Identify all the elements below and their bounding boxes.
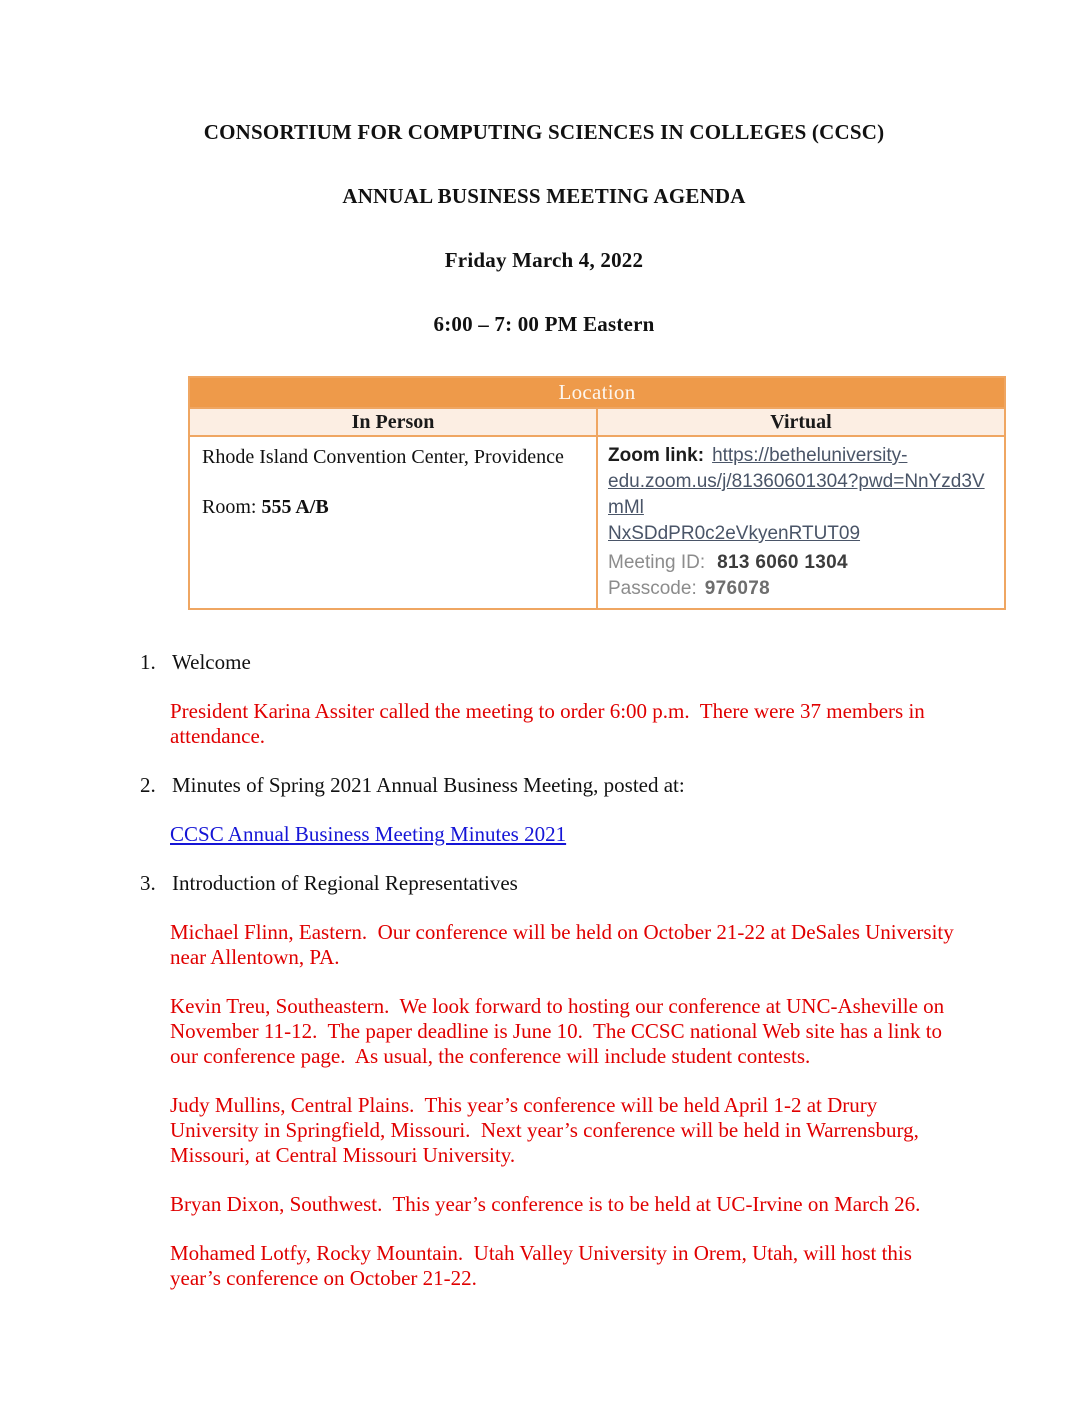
location-table-title: Location bbox=[189, 377, 1005, 408]
meeting-id-label: Meeting ID: bbox=[608, 552, 706, 573]
in-person-cell bbox=[189, 436, 597, 609]
agenda-item-minutes bbox=[140, 773, 980, 847]
passcode-value: 976078 bbox=[704, 578, 770, 599]
agenda-list bbox=[140, 650, 980, 1291]
agenda-item-welcome bbox=[140, 650, 980, 749]
room-line bbox=[202, 495, 584, 519]
rep-note-central-plains: Judy Mullins, Central Plains. This year’s conference will be held April 1-2 at Drury University in Springfield, Missouri. Next year’s conference will be held in Warrensburg, Missouri, at Central Missouri University. bbox=[170, 1093, 925, 1167]
zoom-link-line bbox=[608, 443, 994, 547]
document-title: CONSORTIUM FOR COMPUTING SCIENCES IN COLLEGES (CCSC) bbox=[203, 120, 885, 144]
virtual-cell bbox=[597, 436, 1005, 609]
meeting-subtitle: ANNUAL BUSINESS MEETING AGENDA bbox=[342, 184, 746, 208]
minutes-link[interactable]: CCSC Annual Business Meeting Minutes 2021 bbox=[170, 822, 567, 846]
item-number: 1. bbox=[140, 650, 156, 674]
location-table bbox=[188, 376, 1006, 610]
item-title: Minutes of Spring 2021 Annual Business Meeting, posted at: bbox=[172, 773, 685, 797]
column-header-in-person: In Person bbox=[189, 408, 597, 436]
rep-note-eastern: Michael Flinn, Eastern. Our conference will be held on October 21-22 at DeSales University near Allentown, PA. bbox=[170, 920, 960, 969]
item-title: Welcome bbox=[172, 650, 251, 674]
rep-note-southeastern: Kevin Treu, Southeastern. We look forward to hosting our conference at UNC-Asheville on November 11-12. The paper deadline is June 10. The CCSC national Web site has a link to our conference page. As usual, the conference will include student contests. bbox=[170, 994, 950, 1068]
passcode-row bbox=[608, 576, 994, 602]
meeting-id-value: 813 6060 1304 bbox=[717, 552, 848, 573]
zoom-link[interactable]: https://betheluniversity- edu.zoom.us/j/81360601304?pwd=NnYzd3VmMl NxSDdPR0c2eVkyenRTUT09 bbox=[608, 445, 985, 544]
item-number: 2. bbox=[140, 773, 156, 797]
room-label: Room: bbox=[202, 496, 262, 518]
meeting-id-row bbox=[608, 550, 994, 576]
room-value: 555 A/B bbox=[261, 496, 329, 518]
rep-note-rocky-mountain: Mohamed Lotfy, Rocky Mountain. Utah Valley University in Orem, Utah, will host this year’s conference on October 21-22. bbox=[170, 1241, 918, 1290]
venue-text: Rhode Island Convention Center, Providence bbox=[202, 446, 564, 468]
meeting-date: Friday March 4, 2022 bbox=[444, 248, 644, 272]
agenda-item-representatives bbox=[140, 871, 980, 1291]
welcome-note: President Karina Assiter called the meeting to order 6:00 p.m. There were 37 members in attendance. bbox=[170, 699, 931, 748]
item-number: 3. bbox=[140, 871, 156, 895]
zoom-link-label: Zoom link: bbox=[608, 445, 705, 466]
meeting-time: 6:00 – 7: 00 PM Eastern bbox=[433, 312, 655, 336]
column-header-virtual: Virtual bbox=[597, 408, 1005, 436]
passcode-label: Passcode: bbox=[608, 578, 697, 599]
item-title: Introduction of Regional Representatives bbox=[172, 871, 518, 895]
rep-note-southwest: Bryan Dixon, Southwest. This year’s conference is to be held at UC-Irvine on March 26. bbox=[170, 1192, 921, 1216]
